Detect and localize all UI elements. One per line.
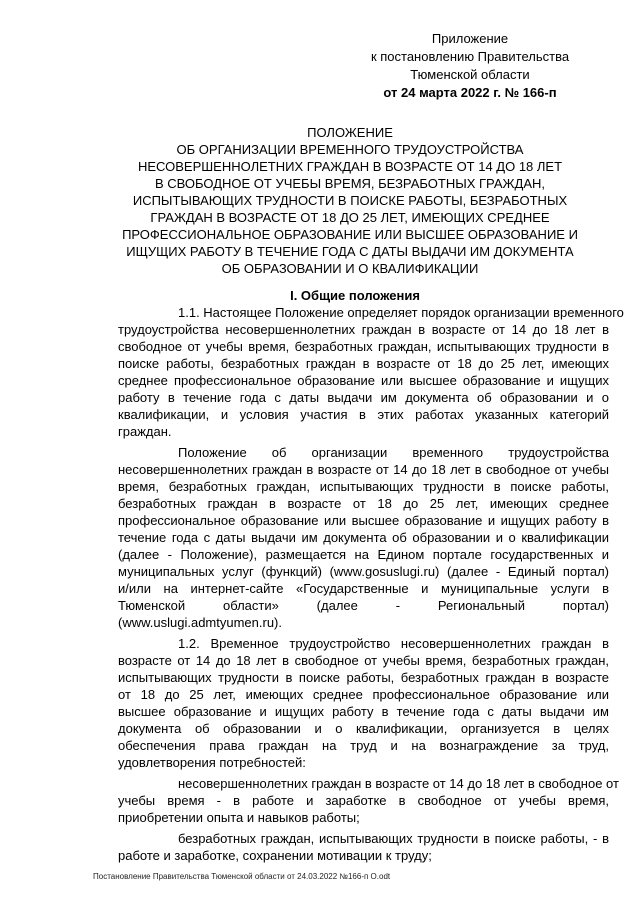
text-line: муниципальных услуг (функций) (www.gosuslugi.ru) (далее - Единый портал) (118, 564, 609, 579)
attachment-label: Приложение (431, 31, 509, 46)
text-line: среднее профессиональное образование или высшее образование и ищущих (118, 373, 609, 388)
section-heading: I. Общие положения (290, 288, 420, 303)
paragraph-minors (118, 775, 619, 826)
text-line: профессиональное образование или высшее образование и ищущих работу в (118, 513, 609, 528)
title-line: ОБ ОРГАНИЗАЦИИ ВРЕМЕННОГО ТРУДОУСТРОЙСТВА (176, 142, 524, 157)
text-line: граждан. (118, 424, 172, 439)
attachment-resolution: к постановлению Правительства (370, 49, 570, 64)
text-line: обеспечения права граждан на труд и на вознаграждение за труд, (118, 738, 609, 753)
text-line: время, безработных граждан, испытывающих трудности в поиске работы, (118, 479, 609, 494)
title-line: ПОЛОЖЕНИЕ (307, 125, 393, 140)
title-line: ИЩУЩИХ РАБОТУ В ТЕЧЕНИЕ ГОДА С ДАТЫ ВЫДАЧИ ИМ ДОКУМЕНТА (126, 244, 574, 259)
text-line: трудоустройства несовершеннолетних граждан в возрасте от 14 до 18 лет в (118, 322, 609, 337)
text-line: безработных граждан, испытывающих трудности в поиске работы, - в (178, 831, 609, 846)
title-line: ОБ ОБРАЗОВАНИИ И О КВАЛИФИКАЦИИ (221, 261, 479, 276)
text-line: удовлетворения потребностей: (118, 755, 306, 770)
text-line: квалификации, и условия участия в этих работах указанных категорий (118, 407, 609, 422)
text-line: свободное от учебы время, безработных граждан, испытывающих трудности в (118, 339, 609, 354)
text-line: возрасте от 14 до 18 лет в свободное от учебы время, безработных граждан, (118, 653, 609, 668)
text-line: несовершеннолетних граждан в возрасте от 14 до 18 лет в свободное от (178, 776, 619, 791)
title-line: ПРОФЕССИОНАЛЬНОЕ ОБРАЗОВАНИЕ ИЛИ ВЫСШЕЕ ОБРАЗОВАНИЕ И (122, 227, 578, 242)
paragraph-1-2 (118, 635, 609, 771)
attachment-date-number: от 24 марта 2022 г. № 166-п (383, 85, 557, 100)
attachment-region: Тюменской области (410, 67, 530, 82)
text-line: Тюменской области» (далее - Региональный портал) (118, 598, 609, 613)
text-line: высшее образование и ищущих работу в течение года с даты выдачи им (118, 704, 609, 719)
text-line: течение года с даты выдачи им документа об образовании и о квалификации (118, 530, 609, 545)
document-title (108, 124, 592, 277)
text-line: документа об образовании и о квалификации, организуется в целях (118, 721, 609, 736)
text-line: учебы время - в работе и заработке в свободное от учебы время, (118, 793, 609, 808)
text-line: испытывающих трудности в поиске работы, безработных граждан в возрасте (118, 670, 609, 685)
text-line: безработных граждан в возрасте от 18 до 25 лет, имеющих среднее (118, 496, 609, 511)
page-footer: Постановление Правительства Тюменской области от 24.03.2022 №166-п О.odt (93, 872, 391, 881)
text-line: и/или на интернет-сайте «Государственные и муниципальные услуги в (118, 581, 609, 596)
text-line: работу в течение года с даты выдачи им документа об образовании и о (118, 390, 609, 405)
text-line: приобретении опыта и навыков работы; (118, 810, 360, 825)
paragraph-unemployed (118, 830, 609, 864)
text-line: несовершеннолетних граждан в возрасте от 14 до 18 лет в свободное от учебы (118, 462, 609, 477)
text-line: от 18 до 25 лет, имеющих среднее профессиональное образование или (118, 687, 609, 702)
attachment-block (350, 30, 590, 102)
title-line: НЕСОВЕРШЕННОЛЕТНИХ ГРАЖДАН В ВОЗРАСТЕ ОТ 14 ДО 18 ЛЕТ (137, 159, 563, 174)
document-body (118, 304, 624, 868)
text-line: 1.1. Настоящее Положение определяет порядок организации временного (178, 305, 624, 320)
text-line: (www.uslugi.admtyumen.ru). (118, 615, 282, 630)
paragraph-1-1 (118, 304, 624, 440)
title-line: ГРАЖДАН В ВОЗРАСТЕ ОТ 18 ДО 25 ЛЕТ, ИМЕЮЩИХ СРЕДНЕЕ (150, 210, 550, 225)
title-line: В СВОБОДНОЕ ОТ УЧЕБЫ ВРЕМЯ, БЕЗРАБОТНЫХ ГРАЖДАН, (154, 176, 546, 191)
text-line: поиске работы, безработных граждан в возрасте от 18 до 25 лет, имеющих (118, 356, 609, 371)
text-line: Положение об организации временного трудоустройства (178, 445, 609, 460)
title-line: ИСПЫТЫВАЮЩИХ ТРУДНОСТИ В ПОИСКЕ РАБОТЫ, БЕЗРАБОТНЫХ (132, 193, 568, 208)
text-line: 1.2. Временное трудоустройство несовершеннолетних граждан в (178, 636, 609, 651)
paragraph-publication (118, 444, 609, 631)
text-line: (далее - Положение), размещается на Едином портале государственных и (118, 547, 609, 562)
text-line: работе и заработке, сохранении мотивации к труду; (118, 848, 432, 863)
